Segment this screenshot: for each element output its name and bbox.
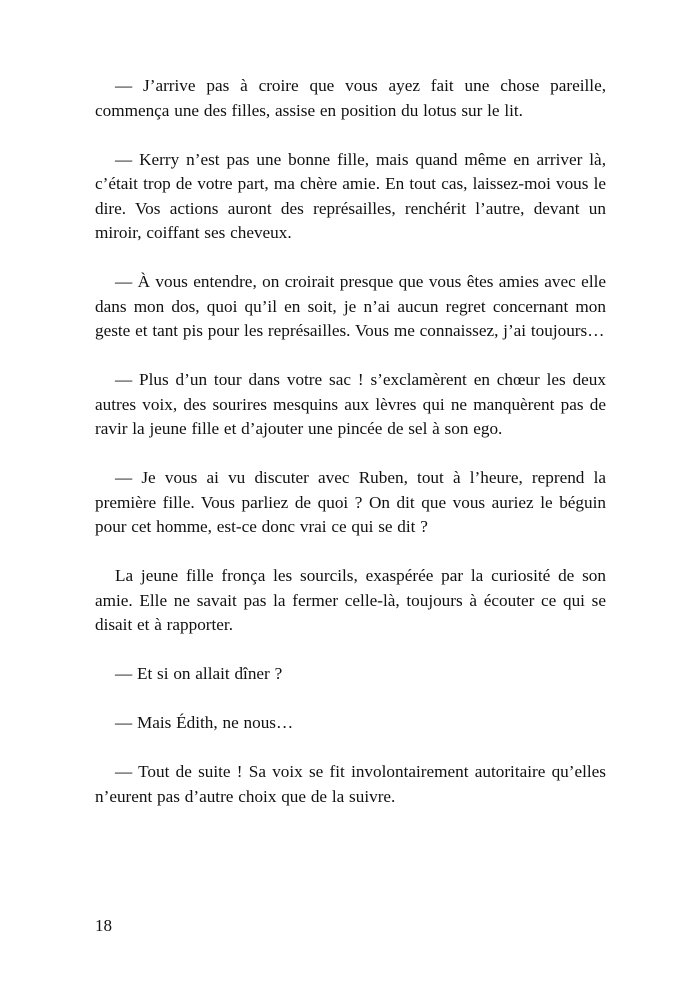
page-number: 18 [95, 916, 112, 935]
paragraph-3: — À vous entendre, on croirait presque que vous êtes amies avec elle dans mon dos, quoi qu’il en soit, je n’ai aucun regret concernant mon geste et tant pis pour les représailles. Vous me connaissez, j’ai toujours… [95, 272, 606, 340]
paragraph-9: — Tout de suite ! Sa voix se fit involontairement autoritaire qu’elles n’eurent pas d’autre choix que de la suivre. [95, 762, 606, 806]
paragraph-4: — Plus d’un tour dans votre sac ! s’exclamèrent en chœur les deux autres voix, des sourires mesquins aux lèvres qui ne manquèrent pas de ravir la jeune fille et d’ajouter une pincée de sel à son ego. [95, 370, 606, 438]
paragraph-8: — Mais Édith, ne nous… [115, 713, 294, 732]
paragraph-5: — Je vous ai vu discuter avec Ruben, tout à l’heure, reprend la première fille. Vous parliez de quoi ? On dit que vous auriez le béguin pour cet homme, est-ce donc vrai ce qui se dit ? [95, 468, 606, 536]
paragraph-7: — Et si on allait dîner ? [115, 664, 283, 683]
page-body [95, 74, 606, 834]
paragraph-6: La jeune fille fronça les sourcils, exaspérée par la curiosité de son amie. Elle ne savait pas la fermer celle-là, toujours à écouter ce qui se disait et à rapporter. [95, 566, 606, 634]
paragraph-1: — J’arrive pas à croire que vous ayez fait une chose pareille, commença une des filles, assise en position du lotus sur le lit. [95, 76, 606, 120]
paragraph-2: — Kerry n’est pas une bonne fille, mais quand même en arriver là, c’était trop de votre part, ma chère amie. En tout cas, laissez-moi vous le dire. Vos actions auront des représailles, renchérit l’autre, devant un miroir, coiffant ses cheveux. [95, 149, 606, 242]
